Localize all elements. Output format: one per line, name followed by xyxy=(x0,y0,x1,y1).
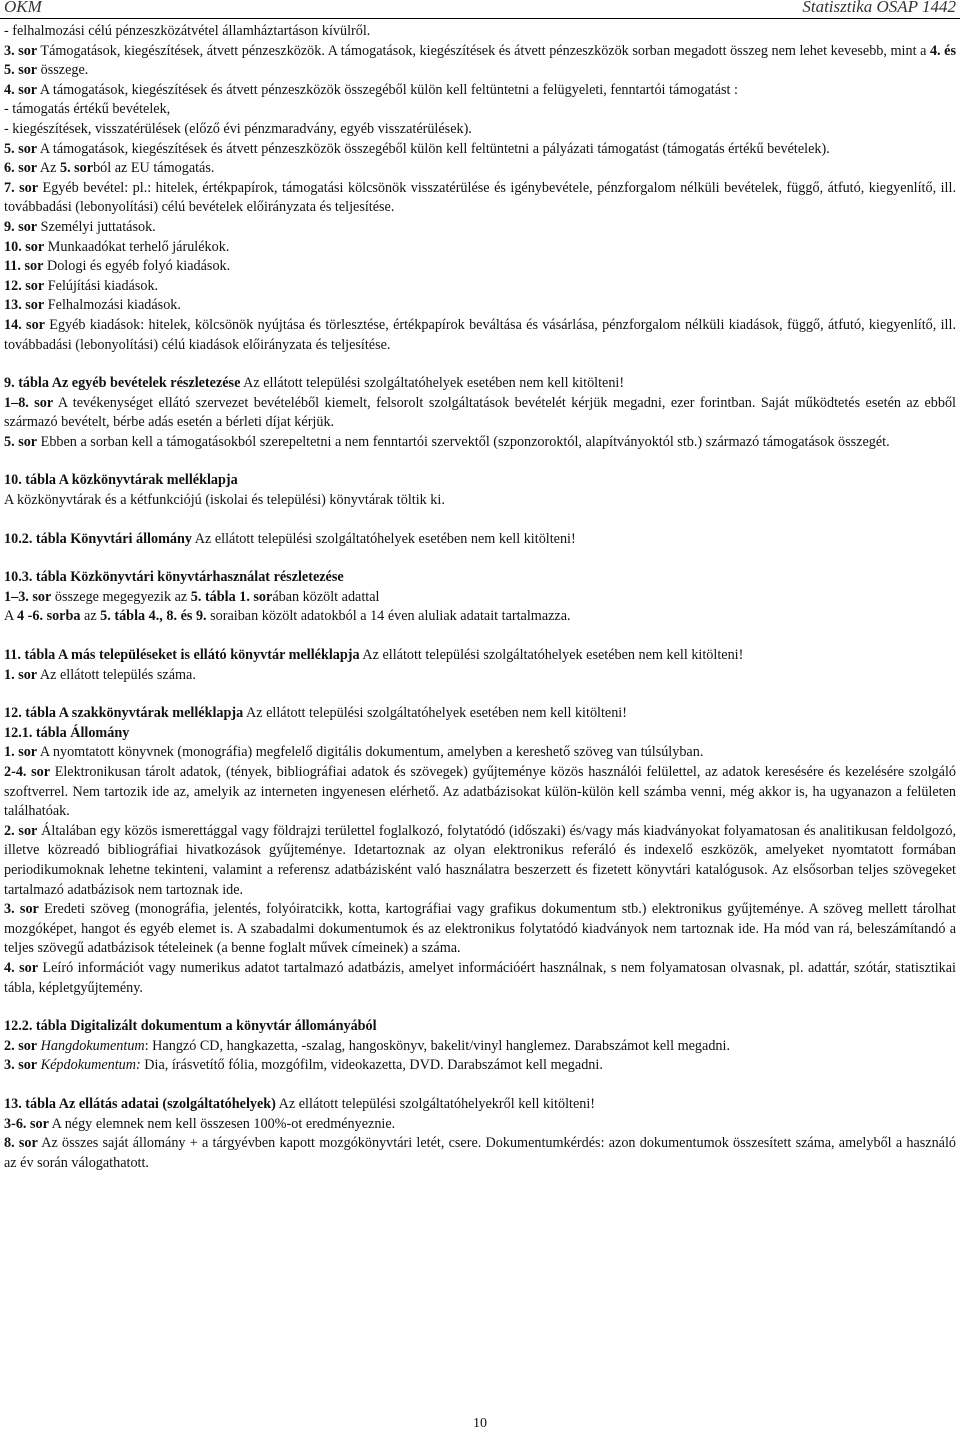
text-run: - támogatás értékű bevételek, xyxy=(4,101,171,118)
paragraph xyxy=(4,159,956,179)
text-run: soraiban közölt adatokból a 14 éven aluliak adatait tartalmazza. xyxy=(206,608,571,625)
text-run: - felhalmozási célú pénzeszközátvétel államháztartáson kívülről. xyxy=(4,23,371,39)
bold-text: 10.2. tábla Könyvtári állomány xyxy=(4,530,192,547)
page-header xyxy=(0,0,960,18)
text-run: ból az EU támogatás. xyxy=(93,160,215,177)
paragraph xyxy=(4,530,956,550)
bold-text: 10. tábla A közkönyvtárak melléklapja xyxy=(4,472,238,489)
text-run: Egyéb bevétel: pl.: hitelek, értékpapírok, támogatási kölcsönök visszatérülése és igénybevétele, pénzforgalom nélküli bevételek, függő, átfutó, kiegyenlítő, ill. továbbadási (lebonyolítási) célú bevételek előirányzata és teljesítése. xyxy=(4,179,956,216)
bold-text: 4. sor xyxy=(4,959,38,976)
paragraph xyxy=(4,120,956,140)
bold-text: 1. sor xyxy=(4,744,38,761)
paragraph xyxy=(4,588,956,608)
text-run: Az ellátott települési szolgáltatóhelyek esetében nem kell kitölteni! xyxy=(192,530,576,547)
bold-text: 3. sor xyxy=(4,42,38,59)
text-run: : Hangzó CD, hangkazetta, -szalag, hangoskönyv, bakelit/vinyl hanglemez. Darabszámot kell megadni. xyxy=(144,1037,730,1054)
bold-text: 11. tábla A más településeket is ellátó könyvtár melléklapja xyxy=(4,647,360,664)
paragraph xyxy=(4,42,956,81)
paragraph-gap xyxy=(4,549,956,568)
text-run: Az ellátott települési szolgáltatóhelyekről kell kitölteni! xyxy=(275,1095,596,1112)
paragraph xyxy=(4,374,956,394)
paragraph xyxy=(4,394,956,433)
text-run: összege megegyezik az xyxy=(51,588,191,605)
bold-text: 1. sor xyxy=(4,666,38,683)
bold-text: és 5. sor xyxy=(4,42,956,79)
paragraph xyxy=(4,743,956,763)
bold-text: 4 -6. sorba xyxy=(17,608,81,625)
paragraph xyxy=(4,238,956,258)
paragraph-gap xyxy=(4,998,956,1017)
paragraph xyxy=(4,433,956,453)
text-run: A közkönyvtárak és a kétfunkciójú (iskolai és települési) könyvtárak töltik ki. xyxy=(4,492,445,509)
paragraph-gap xyxy=(4,627,956,646)
paragraph xyxy=(4,568,956,588)
paragraph-gap xyxy=(4,685,956,704)
paragraph xyxy=(4,1134,956,1173)
text-run: A xyxy=(4,608,18,625)
bold-text: 3-6. sor xyxy=(4,1115,49,1132)
paragraph xyxy=(4,491,956,511)
paragraph xyxy=(4,607,956,627)
paragraph xyxy=(4,1115,956,1135)
text-run: összege. xyxy=(37,62,89,79)
text-run: Az ellátott települési szolgáltatóhelyek esetében nem kell kitölteni! xyxy=(240,375,625,392)
page-number: 10 xyxy=(473,1416,487,1431)
bold-text: 2-4. sor xyxy=(4,764,51,780)
paragraph xyxy=(4,646,956,666)
text-run: Eredeti szöveg (monográfia, jelentés, folyóiratcikk, kotta, kartográfiai vagy grafikus dokumentum stb.) elektronikus gyűjteménye. A szöveg mellett tárolhat mozgóképet, hangot és egyéb elemet is. A szabadalmi dokumentumok és az elektronikus folytatódó kiadványok nem tartoznak ide. Ha mód van rá, beleszámítandó a teljes szövegű adatbázisok tételeinek (a benne foglalt művek címeinek) a száma. xyxy=(4,901,956,957)
header-rule xyxy=(0,18,960,19)
paragraph xyxy=(4,22,956,42)
paragraph xyxy=(4,1095,956,1115)
paragraph-gap xyxy=(4,355,956,374)
bold-text: 10. sor xyxy=(4,238,45,255)
text-run: Ebben a sorban kell a támogatásokból szerepeltetni a nem fenntartói szervektől (szponzoroktól, alapítványoktól stb.) származó támogatások összegét. xyxy=(37,433,890,450)
paragraph xyxy=(4,257,956,277)
paragraph xyxy=(4,296,956,316)
paragraph xyxy=(4,822,956,900)
bold-text: 5. sor xyxy=(4,140,38,157)
paragraph xyxy=(4,1056,956,1076)
document-body xyxy=(4,22,956,1173)
paragraph xyxy=(4,724,956,744)
bold-text: 2. sor xyxy=(4,1037,38,1054)
bold-text: 11. sor xyxy=(4,258,44,275)
bold-text: 5. sor xyxy=(4,433,38,450)
bold-text: 7. sor xyxy=(4,179,39,196)
bold-text: 3. sor xyxy=(4,901,39,918)
text-run: Felújítási kiadások. xyxy=(44,277,159,294)
paragraph-gap xyxy=(4,1076,956,1095)
bold-text: 4. sor xyxy=(4,81,38,98)
text-run: Dia, írásvetítő fólia, mozgófilm, videokazetta, DVD. Darabszámot kell megadni. xyxy=(140,1057,603,1074)
text-run: A négy elemnek nem kell összesen 100%-ot eredményeznie. xyxy=(48,1115,396,1132)
text-run: A nyomtatott könyvnek (monográfia) megfelelő digitális dokumentum, amelyben a kereshető szöveg van túlsúlyban. xyxy=(37,744,704,761)
italic-text: Hangdokumentum xyxy=(40,1037,145,1054)
text-run: A támogatások, kiegészítések és átvett pénzeszközök összegéből külön kell feltüntetni a felügyeleti, fenntartói támogatást : xyxy=(37,81,738,98)
text-run: Az xyxy=(37,160,60,177)
text-run: Az ellátott települési szolgáltatóhelyek esetében nem kell kitölteni! xyxy=(243,705,627,722)
bold-text: 14. sor xyxy=(4,316,45,333)
paragraph xyxy=(4,316,956,355)
paragraph xyxy=(4,900,956,959)
italic-text: Képdokumentum: xyxy=(40,1057,141,1074)
text-run: Támogatások, kiegészítések, átvett pénzeszközök. A támogatások, kiegészítések és átvett pénzeszközök sorban megadott összeg nem lehet kevesebb, mint a xyxy=(37,42,930,59)
bold-text: 10.3. tábla Közkönyvtári könyvtárhasználat részletezése xyxy=(4,569,344,586)
text-run: Dologi és egyéb folyó kiadások. xyxy=(43,258,231,275)
bold-text: 3. sor xyxy=(4,1057,38,1074)
bold-text: 12.2. tábla Digitalizált dokumentum a könyvtár állományából xyxy=(4,1018,377,1035)
paragraph-gap xyxy=(4,452,956,471)
bold-text: 5. tábla 1. sor xyxy=(190,588,273,605)
text-run: Személyi juttatások. xyxy=(37,218,156,235)
text-run: Felhalmozási kiadások. xyxy=(44,297,181,314)
bold-text: 6. sor xyxy=(4,160,38,177)
paragraph xyxy=(4,471,956,491)
text-run: Az ellátott települési szolgáltatóhelyek esetében nem kell kitölteni! xyxy=(359,647,744,664)
bold-text: 12.1. tábla Állomány xyxy=(4,724,130,741)
text-run: - kiegészítések, visszatérülések (előző évi pénzmaradvány, egyéb visszatérülések). xyxy=(4,120,472,137)
bold-text: 8. sor xyxy=(4,1135,38,1152)
paragraph xyxy=(4,704,956,724)
paragraph-gap xyxy=(4,511,956,530)
bold-text: 13. tábla Az ellátás adatai (szolgáltatóhelyek) xyxy=(4,1095,276,1112)
header-left-text: OKM xyxy=(4,0,42,16)
text-run: Általában egy közös ismerettággal vagy földrajzi területtel foglalkozó, folytatódó (időszaki) és/vagy más kiadványokat folyamatosan és analitikusan feldolgozó, illetve közreadó bibliográfiai hivatkozások gyűjteménye. Idetartoznak az olyan elektronikus referáló és indexelő eszközök, amelyeket nyomtatott formában periodikumoknak lehetne tekinteni, valamint a referensz adatbázisként való használatra beszerzett és fizetett könyvtári katalógusok. Az elsősorban teljes szövegeket tartalmazó adatbázisok nem tartoznak ide. xyxy=(4,822,956,898)
bold-text: 1–3. sor xyxy=(4,588,52,605)
text-run: Egyéb kiadások: hitelek, kölcsönök nyújtása és törlesztése, értékpapírok beváltása és vásárlása, pénzforgalom nélküli kiadások, függő, átfutó, kiegyenlítő, ill. továbbadási (lebonyolítási) célú kiadások előirányzata és teljesítése. xyxy=(4,316,956,353)
header-right-text: Statisztika OSAP 1442 xyxy=(802,0,956,16)
bold-text: 4. xyxy=(929,42,941,59)
text-run: az xyxy=(80,608,101,625)
bold-text: 5. sor xyxy=(59,160,94,177)
bold-text: 9. tábla Az egyéb bevételek részletezése xyxy=(4,375,241,392)
text-run: A támogatások, kiegészítések és átvett pénzeszközök összegéből külön kell feltüntetni a pályázati támogatást (támogatás értékű bevételek). xyxy=(37,140,830,157)
paragraph xyxy=(4,81,956,101)
text-run: A tevékenységet ellátó szervezet bevételéből kiemelt, felsorolt szolgáltatások bevételét kérjük megadni, ezer forintban. Saját működtetés esetén az ebből származó bevételt, bérbe adás esetén a bérleti díjat kérjük. xyxy=(4,394,956,431)
text-run: Az összes saját állomány + a tárgyévben kapott mozgókönyvtári letét, csere. Dokumentumkérdés: azon dokumentumok összesített száma, amelyből a használó az év során válogathatott. xyxy=(4,1135,956,1171)
bold-text: 13. sor xyxy=(4,297,45,314)
text-run: Az ellátott település száma. xyxy=(37,666,196,683)
paragraph xyxy=(4,1037,956,1057)
text-run: Munkaadókat terhelő járulékok. xyxy=(44,238,230,255)
text-run: Leíró információt vagy numerikus adatot tartalmazó adatbázis, amelyet információért használnak, s nem folyamatosan olvasnak, pl. adattár, szótár, statisztikai tábla, képletgyűjtemény. xyxy=(4,959,956,996)
paragraph xyxy=(4,763,956,822)
bold-text: 9. sor xyxy=(4,218,38,235)
paragraph xyxy=(4,277,956,297)
text-run: Elektronikusan tárolt adatok, (tények, bibliográfiai adatok és szövegek) gyűjteménye közös használói felülettel, az adatok keresésére és kezelésére szolgáló szoftverrel. Nem tartozik ide az, amelyik az interneten ingyenesen elérhető. Az adatbázisokat külön-külön kell számba venni, még akkor is, ha ugyanazon a felületen találhatóak. xyxy=(4,764,956,820)
bold-text: 12. tábla A szakkönyvtárak melléklapja xyxy=(4,705,244,722)
paragraph xyxy=(4,959,956,998)
bold-text: 12. sor xyxy=(4,277,45,294)
bold-text: 1–8. sor xyxy=(4,394,54,411)
text-run: ában közölt adattal xyxy=(272,588,380,605)
paragraph xyxy=(4,218,956,238)
paragraph xyxy=(4,1017,956,1037)
paragraph xyxy=(4,100,956,120)
paragraph xyxy=(4,666,956,686)
paragraph xyxy=(4,179,956,218)
bold-text: 2. sor xyxy=(4,822,38,839)
paragraph xyxy=(4,140,956,160)
bold-text: 5. tábla 4., 8. és 9. xyxy=(100,608,207,625)
